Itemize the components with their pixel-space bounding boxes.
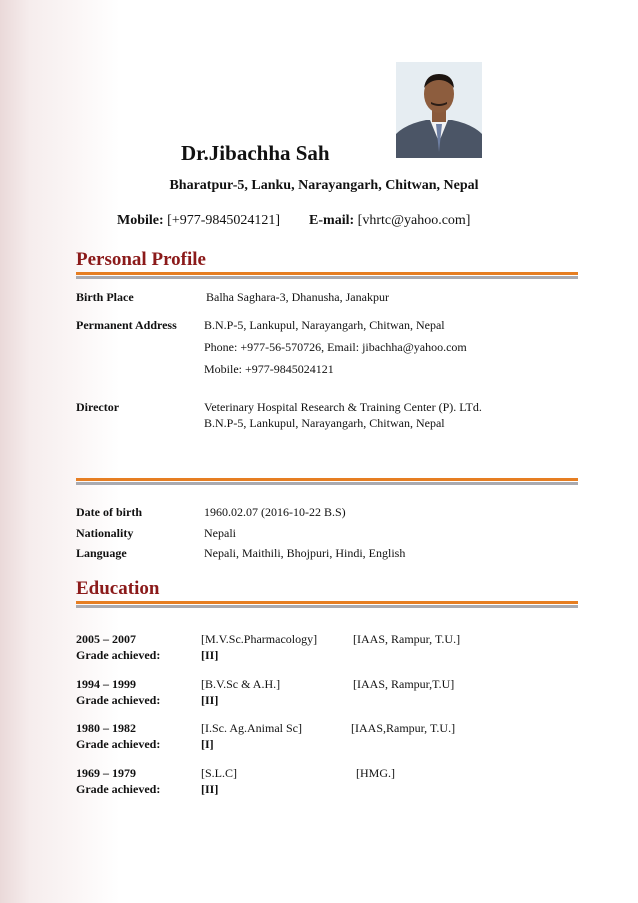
director-label: Director xyxy=(76,400,120,414)
education-degree: [B.V.Sc & A.H.] xyxy=(201,677,281,691)
profile-photo xyxy=(396,62,482,158)
language-value: Nepali, Maithili, Bhojpuri, Hindi, English xyxy=(204,546,406,560)
dob-label: Date of birth xyxy=(76,505,142,519)
director-address-line: B.N.P-5, Lankupul, Narayangarh, Chitwan, Nepal xyxy=(204,416,445,430)
email-label: E-mail: xyxy=(309,213,355,228)
mobile-label: Mobile: xyxy=(117,213,164,228)
candidate-address: Bharatpur-5, Lanku, Narayangarh, Chitwan, Nepal xyxy=(169,178,479,193)
education-degree: [M.V.Sc.Pharmacology] xyxy=(201,632,318,646)
education-grade: [II] xyxy=(201,693,219,707)
profile-photo-image xyxy=(396,62,482,158)
grade-label: Grade achieved: xyxy=(76,648,161,662)
education-years: 2005 – 2007 xyxy=(76,632,136,646)
contact-line xyxy=(117,213,470,229)
education-grade: [II] xyxy=(201,648,219,662)
nationality-label: Nationality xyxy=(76,526,134,540)
language-label: Language xyxy=(76,546,127,560)
email-value: [vhrtc@yahoo.com] xyxy=(357,213,471,228)
director-org-line: Veterinary Hospital Research & Training Center (P). LTd. xyxy=(204,400,482,414)
education-institution: [IAAS,Rampur, T.U.] xyxy=(351,721,456,735)
education-years: 1994 – 1999 xyxy=(76,677,136,691)
mobile-line: Mobile: +977-9845024121 xyxy=(204,362,334,376)
education-institution: [IAAS, Rampur, T.U.] xyxy=(353,632,461,646)
grade-label: Grade achieved: xyxy=(76,737,161,751)
section-divider xyxy=(76,478,578,485)
birth-place-value: Balha Saghara-3, Dhanusha, Janakpur xyxy=(206,290,389,304)
education-years: 1980 – 1982 xyxy=(76,721,136,735)
section-divider xyxy=(76,272,578,279)
education-degree: [I.Sc. Ag.Animal Sc] xyxy=(201,721,302,735)
candidate-name: Dr.Jibachha Sah xyxy=(181,141,330,165)
education-degree: [S.L.C] xyxy=(201,766,237,780)
education-grade: [I] xyxy=(201,737,214,751)
phone-email-line: Phone: +977-56-570726, Email: jibachha@yahoo.com xyxy=(204,340,467,354)
education-grade: [II] xyxy=(201,782,219,796)
education-institution: [IAAS, Rampur,T.U] xyxy=(353,677,455,691)
permanent-address-line: B.N.P-5, Lankupul, Narayangarh, Chitwan, Nepal xyxy=(204,318,445,332)
mobile-value: [+977-9845024121] xyxy=(167,213,281,228)
section-title-personal-profile: Personal Profile xyxy=(76,249,206,270)
education-years: 1969 – 1979 xyxy=(76,766,136,780)
birth-place-label: Birth Place xyxy=(76,290,134,304)
permanent-address-label: Permanent Address xyxy=(76,318,177,332)
section-title-education: Education xyxy=(76,578,160,599)
section-divider xyxy=(76,601,578,608)
nationality-value: Nepali xyxy=(204,526,236,540)
dob-value: 1960.02.07 (2016-10-22 B.S) xyxy=(204,505,346,519)
education-institution: [HMG.] xyxy=(356,766,395,780)
grade-label: Grade achieved: xyxy=(76,693,161,707)
grade-label: Grade achieved: xyxy=(76,782,161,796)
